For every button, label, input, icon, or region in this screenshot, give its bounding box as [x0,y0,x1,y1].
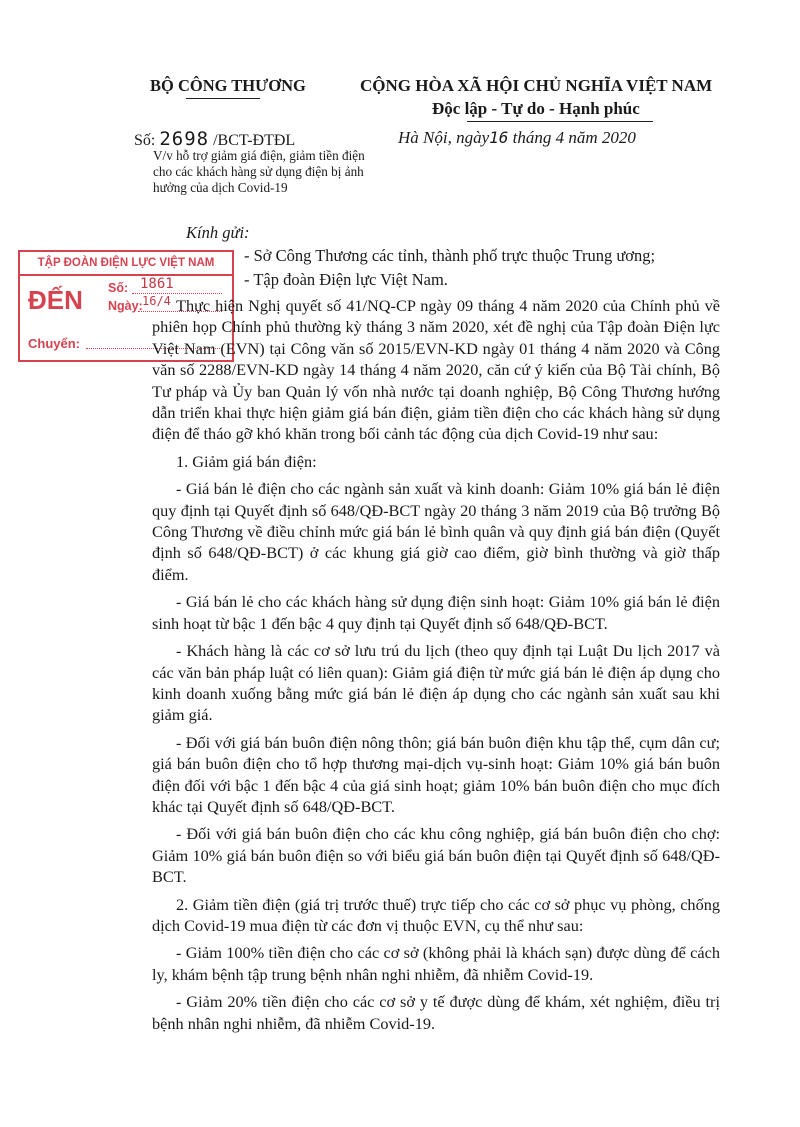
issuing-organization: BỘ CÔNG THƯƠNG [150,76,306,95]
section-1-paragraph: - Giá bán lẻ cho các khách hàng sử dụng điện sinh hoạt: Giảm 10% giá bán lẻ điện sinh hoạt từ bậc 1 đến bậc 4 quy định tại Quyết định số 648/QĐ-BCT. [152,592,720,633]
section-1-paragraph: - Khách hàng là các cơ sở lưu trú du lịch (theo quy định tại Luật Du lịch 2017 và các văn bản pháp luật có liên quan): Giảm giá điện từ mức giá bán lẻ điện áp dụng cho kinh doanh xuống bằng mức giá bán lẻ điện áp dụng cho các ngành sản xuất sau khi giảm giá. [152,641,720,725]
stamp-forward-label: Chuyển: [28,336,80,351]
document-number-handwritten: 2698 [159,128,210,150]
stamp-number-label: Số: [108,281,129,295]
stamp-date-label: Ngày: [108,299,143,313]
section-2-paragraph: - Giảm 100% tiền điện cho các cơ sở (không phải là khách sạn) được dùng để cách ly, khám bệnh tập trung bệnh nhân nghi nhiễm, đã nhiễm Covid-19. [152,943,720,984]
section-1-paragraph: - Giá bán lẻ điện cho các ngành sản xuất và kinh doanh: Giảm 10% giá bán lẻ điện quy định tại Quyết định số 648/QĐ-BCT ngày 20 tháng 3 năm 2019 của Bộ trưởng Bộ Công Thương về điều chỉnh mức giá bán lẻ bình quân và quy định giá bán điện (Quyết định số 648/QĐ-BCT) ở các khung giá giờ cao điểm, giờ bình thường và giờ thấp điểm. [152,479,720,584]
day-handwritten: 16 [489,128,509,147]
addressee-item: - Tập đoàn Điện lực Việt Nam. [244,270,448,289]
motto-underline [467,121,653,122]
stamp-date-value: 16/4 [142,294,171,308]
national-motto: Độc lập - Tự do - Hạnh phúc [432,99,640,118]
section-1-title: 1. Giảm giá bán điện: [176,451,317,471]
document-body [152,295,720,1034]
national-title: CỘNG HÒA XÃ HỘI CHỦ NGHĨA VIỆT NAM [360,76,713,95]
document-number [134,128,295,150]
place-date-prefix: Hà Nội, ngày [398,128,490,147]
stamp-divider [20,274,232,276]
document-number-suffix: /BCT-ĐTĐL [213,132,296,149]
section-1-paragraph: - Đối với giá bán buôn điện cho các khu công nghiệp, giá bán buôn điện cho chợ: Giảm 10% giá bán buôn điện so với biểu giá bán buôn điện tại Quyết định số 648/QĐ-BCT. [152,824,720,887]
stamp-received-word: ĐẾN [28,285,83,315]
place-and-date [398,128,636,148]
body-paragraph-intro: Thực hiện Nghị quyết số 41/NQ-CP ngày 09 tháng 4 năm 2020 của Chính phủ về phiên họp Chính phủ thường kỳ tháng 3 năm 2020, xét đề nghị của Tập đoàn Điện lực Việt Nam (EVN) tại Công văn số 2015/EVN-KD ngày 01 tháng 4 năm 2020 và Công văn số 2288/EVN-KD ngày 14 tháng 4 năm 2020, căn cứ ý kiến của Bộ Tài chính, Bộ Tư pháp và Ủy ban Quản lý vốn nhà nước tại doanh nghiệp, Bộ Công Thương hướng dẫn triển khai thực hiện giảm giá bán điện, giảm tiền điện cho các khách hàng sử dụng điện để tháo gỡ khó khăn trong bối cảnh tác động của dịch Covid-19 như sau: [152,296,720,444]
section-1-paragraph: - Đối với giá bán buôn điện nông thôn; giá bán buôn điện khu tập thể, cụm dân cư; giá bán buôn điện cho tổ hợp thương mại-dịch vụ-sinh hoạt: Giảm 10% giá bán buôn điện đối với bậc 1 đến bậc 4 của giá sinh hoạt; giảm 10% bán buôn điện cho mục đích khác tại Quyết định số 648/QĐ-BCT. [152,732,720,816]
addressee-label: Kính gửi: [186,223,250,242]
stamp-number-value: 1861 [140,276,174,292]
document-number-label: Số: [134,132,156,149]
stamp-organization: TẬP ĐOÀN ĐIỆN LỰC VIỆT NAM [37,257,215,269]
document-subject: V/v hỗ trợ giảm giá điện, giảm tiền điện cho các khách hàng sử dụng điện bị ảnh hưởng của dịch Covid-19 [153,148,365,196]
section-2-title: 2. Giảm tiền điện (giá trị trước thuế) trực tiếp cho các cơ sở phục vụ phòng, chống dịch Covid-19 mua điện từ các đơn vị thuộc EVN, cụ thể như sau: [152,894,720,935]
organization-underline [186,98,260,99]
section-2-paragraph: - Giảm 20% tiền điện cho các cơ sở y tế được dùng để khám, xét nghiệm, điều trị bệnh nhân nghi nhiễm, đã nhiễm Covid-19. [152,992,720,1033]
addressee-item: - Sở Công Thương các tỉnh, thành phố trực thuộc Trung ương; [244,246,656,265]
place-date-month: tháng 4 năm 2020 [512,128,636,147]
